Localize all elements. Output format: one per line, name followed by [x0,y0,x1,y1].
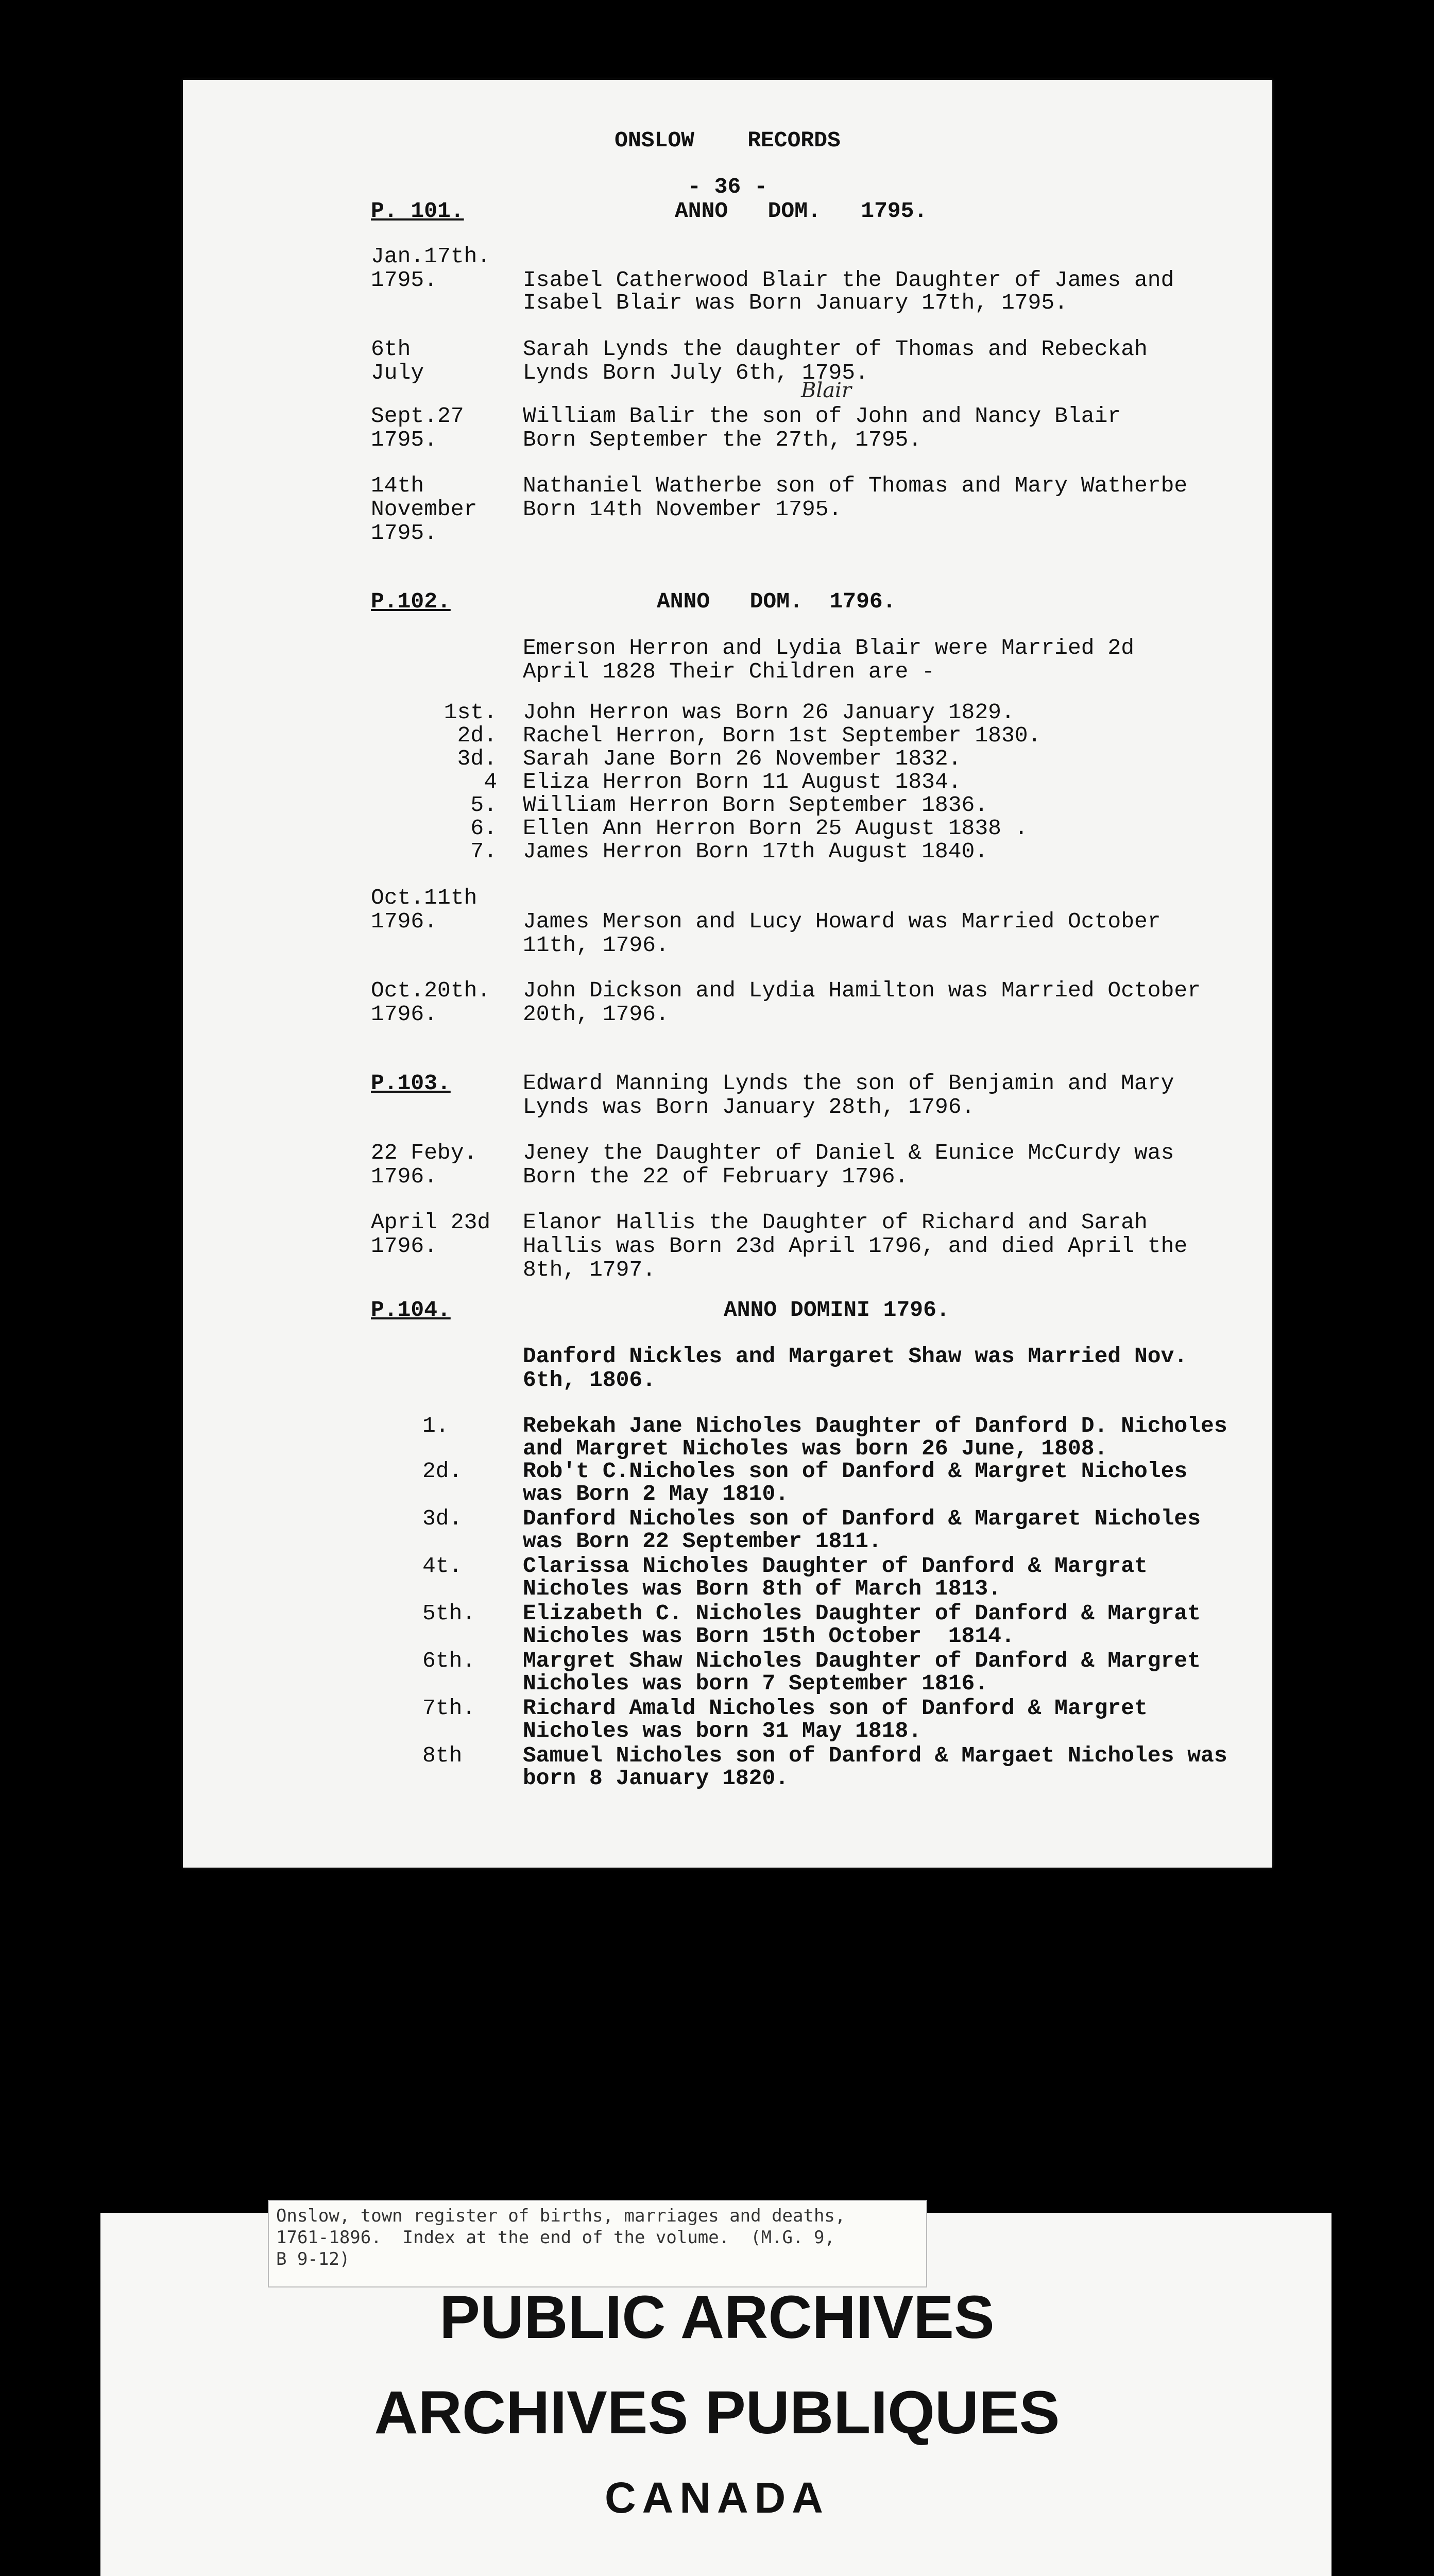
child-text: Rob't C.Nicholes son of Danford & Margret Nicholes [523,1459,1188,1484]
child-number: 7. [470,839,497,864]
child-number: 3d. [457,746,497,771]
entry-date: Jan.17th. [371,244,491,269]
handwritten-annotation: Blair [801,379,851,402]
archive-line-english: PUBLIC ARCHIVES [439,2283,995,2351]
entry-text: Elanor Hallis the Daughter of Richard and Sarah [523,1210,1148,1235]
section-heading: ANNO DOM. 1795. [675,198,928,224]
child-number: 1st. [443,700,497,725]
entry-date: November [371,497,477,522]
child-number: 6. [470,816,497,841]
entry-text: 20th, 1796. [523,1002,669,1027]
child-text: James Herron Born 17th August 1840. [523,839,988,864]
child-text: and Margret Nicholes was born 26 June, 1808. [523,1436,1108,1461]
child-text: born 8 January 1820. [523,1766,789,1791]
section-ref: P.103. [371,1071,451,1096]
section-heading: ANNO DOMINI 1796. [724,1297,950,1323]
entry-date: 1796. [371,1002,438,1027]
child-text: was Born 2 May 1810. [523,1481,789,1506]
marriage-intro: 6th, 1806. [523,1367,656,1393]
entry-text: Nathaniel Watherbe son of Thomas and Mary Watherbe [523,473,1188,498]
section-ref: P.102. [371,589,451,614]
section-heading: ANNO DOM. 1796. [657,589,896,614]
child-text: Clarissa Nicholes Daughter of Danford & Margrat [523,1553,1148,1579]
child-number: 6th. [422,1648,476,1673]
child-text: Rachel Herron, Born 1st September 1830. [523,723,1042,748]
entry-date: Oct.11th [371,885,477,910]
entry-text: Isabel Blair was Born January 17th, 1795. [523,290,1068,315]
entry-text: Isabel Catherwood Blair the Daughter of James and [523,267,1174,293]
slip-line: B 9-12) [276,2249,350,2269]
document-page [183,80,1272,1868]
child-text: William Herron Born September 1836. [523,792,988,818]
child-text: was Born 22 September 1811. [523,1529,882,1554]
section-ref: P.104. [371,1297,451,1323]
catalogue-slip [268,2200,927,2287]
child-text: Margret Shaw Nicholes Daughter of Danford & Margret [523,1648,1201,1673]
child-text: Nicholes was born 31 May 1818. [523,1718,922,1743]
entry-date: 1795. [371,520,438,546]
child-number: 5th. [422,1601,476,1626]
child-text: John Herron was Born 26 January 1829. [523,700,1015,725]
child-text: Nicholes was Born 15th October 1814. [523,1623,1015,1649]
child-text: Sarah Jane Born 26 November 1832. [523,746,962,771]
section-ref: P. 101. [371,198,464,224]
child-text: Rebekah Jane Nicholes Daughter of Danford D. Nicholes [523,1413,1227,1438]
entry-date: Sept.27 [371,403,464,429]
slip-line: Onslow, town register of births, marriages and deaths, [276,2206,846,2226]
entry-date: 1796. [371,1164,438,1189]
child-text: Danford Nicholes son of Danford & Margaret Nicholes [523,1506,1201,1531]
entry-text: Born 14th November 1795. [523,497,842,522]
child-number: 5. [470,792,497,818]
entry-date: 14th [371,473,424,498]
entry-date: 1796. [371,1233,438,1259]
entry-date: 1796. [371,909,438,934]
entry-date: Oct.20th. [371,978,491,1003]
child-text: Nicholes was born 7 September 1816. [523,1671,988,1696]
child-text: Nicholes was Born 8th of March 1813. [523,1576,1001,1601]
child-number: 8th [422,1743,463,1768]
entry-text: James Merson and Lucy Howard was Married October [523,909,1161,934]
child-number: 2d. [457,723,497,748]
child-number: 4t. [422,1553,463,1579]
entry-text: 11th, 1796. [523,933,669,958]
slip-line: 1761-1896. Index at the end of the volume. (M.G. 9, [276,2227,835,2248]
archive-line-country: CANADA [605,2473,829,2522]
entry-text: Born September the 27th, 1795. [523,427,922,452]
archive-line-french: ARCHIVES PUBLIQUES [374,2379,1060,2447]
child-text: Ellen Ann Herron Born 25 August 1838 . [523,816,1028,841]
entry-date: July [371,360,424,385]
marriage-intro: Danford Nickles and Margaret Shaw was Married Nov. [523,1344,1188,1369]
entry-text: John Dickson and Lydia Hamilton was Married October [523,978,1201,1003]
child-number: 4 [484,769,497,794]
entry-text: 8th, 1797. [523,1257,656,1282]
child-number: 3d. [422,1506,463,1531]
entry-date: April 23d [371,1210,491,1235]
document-title: ONSLOW RECORDS [614,128,841,153]
entry-text: Sarah Lynds the daughter of Thomas and Rebeckah [523,336,1148,362]
entry-date: 1795. [371,427,438,452]
entry-date: 6th [371,336,411,362]
marriage-intro: Emerson Herron and Lydia Blair were Married 2d [523,635,1134,660]
marriage-intro: April 1828 Their Children are - [523,659,935,684]
entry-text: Hallis was Born 23d April 1796, and died April the [523,1233,1188,1259]
page-number: - 36 - [688,174,767,199]
child-number: 2d. [422,1459,463,1484]
child-text: Eliza Herron Born 11 August 1834. [523,769,962,794]
entry-text: William Balir the son of John and Nancy Blair [523,403,1121,429]
entry-date: 1795. [371,267,438,293]
entry-text: Lynds was Born January 28th, 1796. [523,1094,975,1120]
child-number: 1. [422,1413,449,1438]
child-number: 7th. [422,1696,476,1721]
entry-date: 22 Feby. [371,1140,477,1165]
child-text: Samuel Nicholes son of Danford & Margaet Nicholes was [523,1743,1227,1768]
child-text: Richard Amald Nicholes son of Danford & Margret [523,1696,1148,1721]
entry-text: Jeney the Daughter of Daniel & Eunice McCurdy was [523,1140,1174,1165]
entry-text: Edward Manning Lynds the son of Benjamin and Mary [523,1071,1174,1096]
child-text: Elizabeth C. Nicholes Daughter of Danford & Margrat [523,1601,1201,1626]
entry-text: Born the 22 of February 1796. [523,1164,909,1189]
entry-text: Lynds Born July 6th, 1795. [523,360,868,385]
